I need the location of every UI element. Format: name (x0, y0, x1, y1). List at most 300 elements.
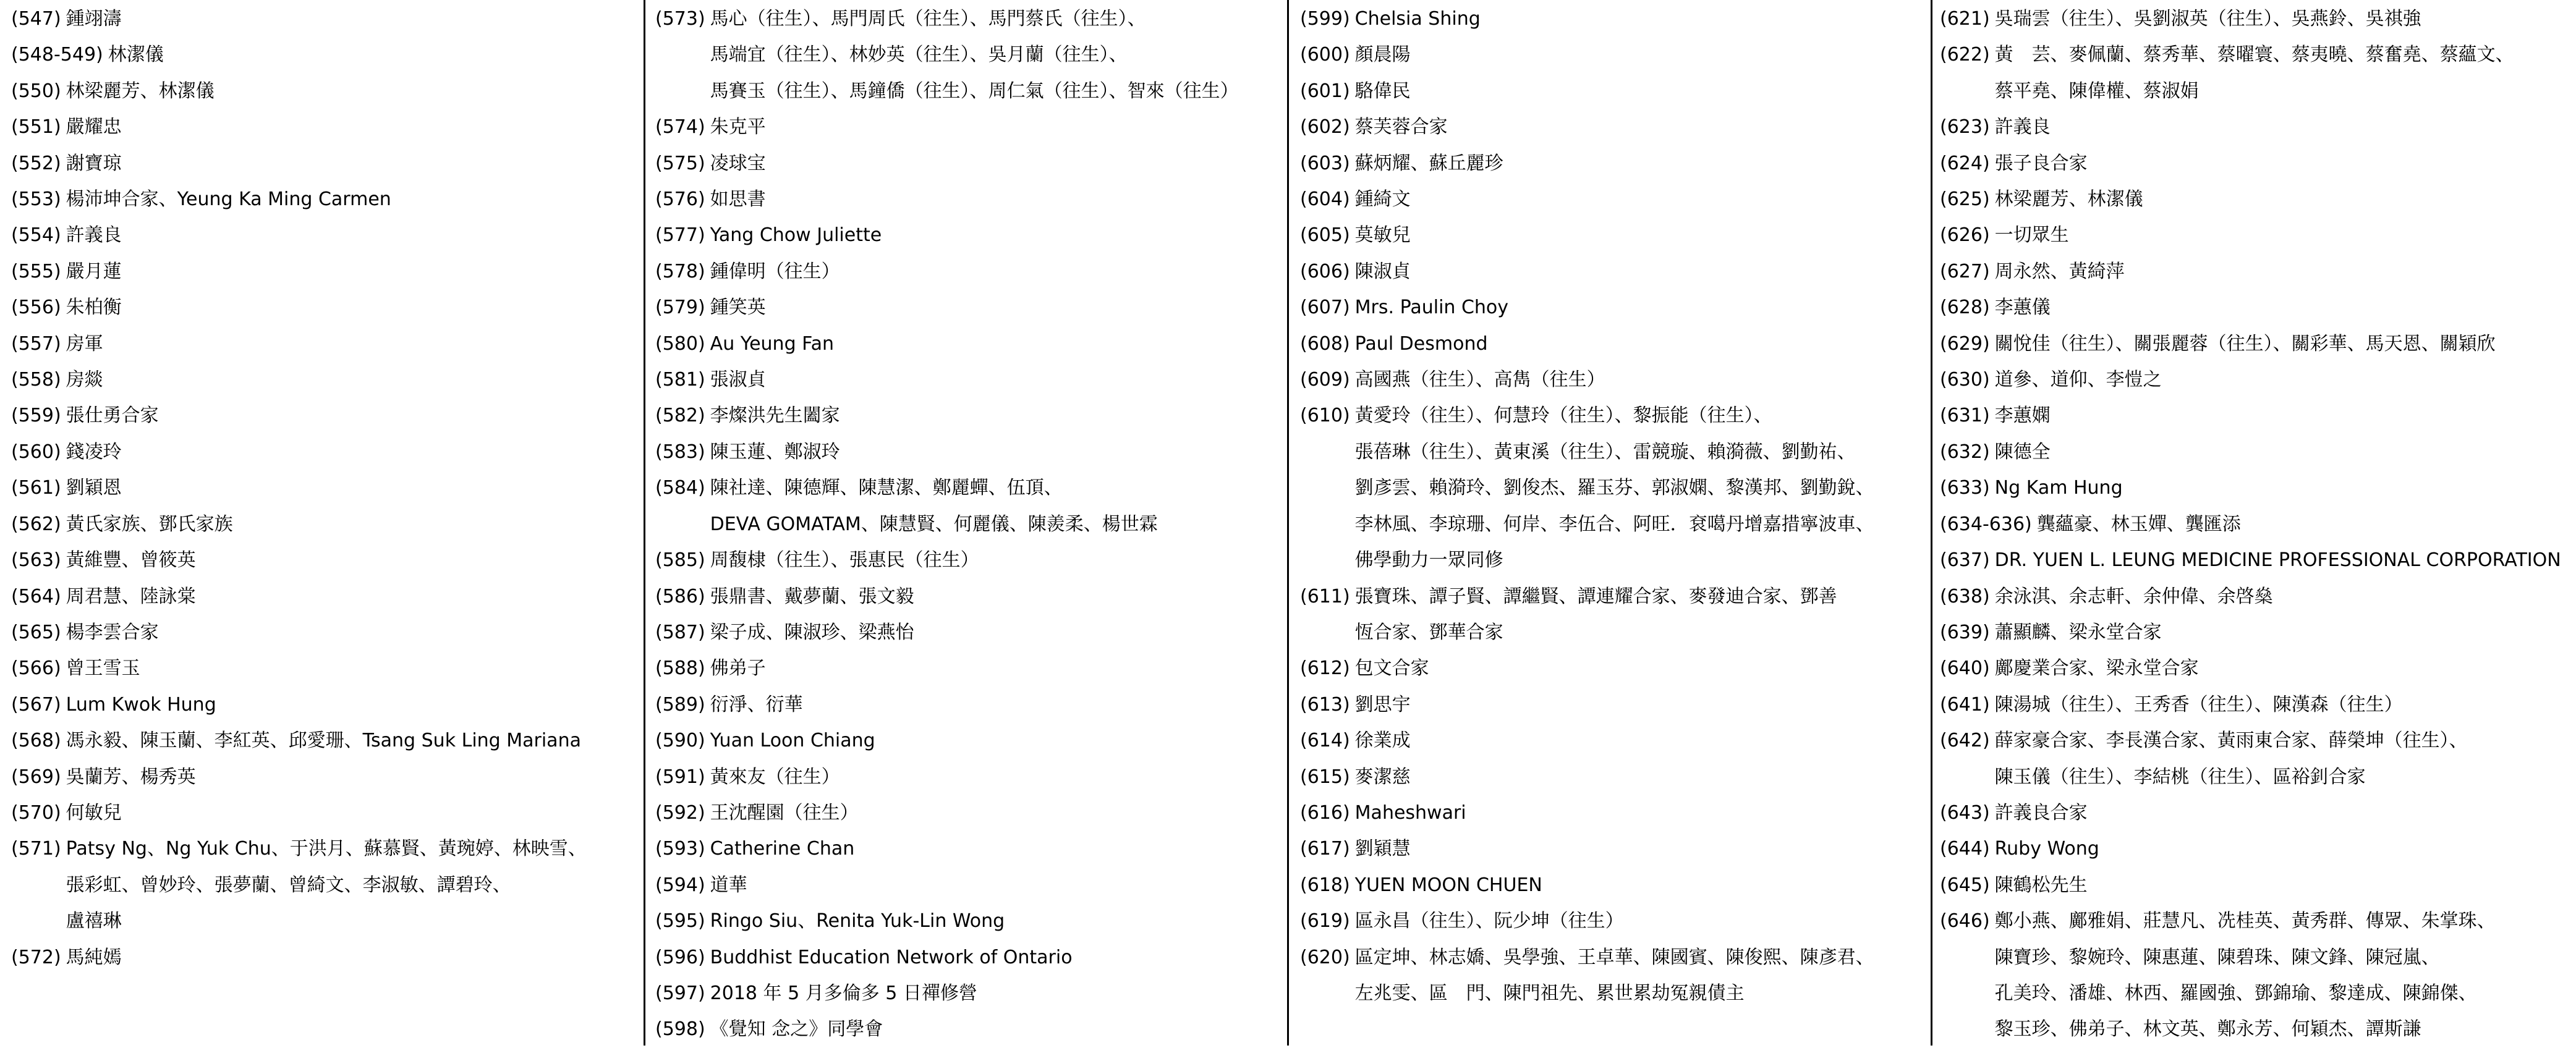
entry-name-line: Yang Chow Juliette (710, 224, 882, 247)
entry-names (1355, 1, 1931, 37)
list-entry (1300, 254, 1931, 290)
entry-name-line: 龔蘊豪、林玉嬋、龔匯添 (2036, 513, 2241, 535)
entry-name-line: 何敏兒 (66, 801, 122, 824)
entry-names (1995, 109, 2576, 145)
entry-name-line: 馬端宜（往生）、林妙英（往生）、吳月蘭（往生）、 (710, 44, 1128, 66)
entry-names (710, 903, 1287, 939)
entry-name-line: 包文合家 (1354, 657, 1429, 680)
entry-names (710, 398, 1287, 434)
entry-number: (638) (1940, 585, 1990, 607)
entry-number: (629) (1940, 332, 1990, 355)
list-entry (1300, 903, 1931, 939)
entry-names (1355, 940, 1931, 1012)
entry-name-line: 劉穎慧 (1354, 838, 1411, 860)
entry-name-line: 區永昌（往生）、阮少坤（往生） (1354, 910, 1624, 932)
list-entry (1940, 362, 2576, 398)
entry-number: (564) (11, 585, 61, 607)
list-entry (655, 651, 1287, 687)
list-entry (1300, 109, 1931, 145)
list-entry (1300, 687, 1931, 723)
entry-name-line: 盧禧琳 (66, 910, 122, 932)
entry-number: (567) (11, 693, 61, 716)
entry-name-line: 張蓓琳（往生）、黃東溪（往生）、雷競璇、賴漪薇、劉勤祐、 (1354, 441, 1856, 463)
entry-number: (604) (1300, 188, 1350, 211)
entry-names (66, 795, 644, 831)
entry-names (710, 651, 1287, 687)
entry-name-line: 道華 (710, 874, 747, 896)
entry-number: (609) (1300, 369, 1350, 391)
entry-number: (585) (655, 549, 705, 572)
entry-name-line: 許義良 (1994, 116, 2051, 138)
entry-names (1355, 254, 1931, 290)
entry-name-line: 林潔儀 (108, 44, 164, 66)
entry-number: (620) (1300, 946, 1350, 968)
entry-number: (583) (655, 441, 705, 463)
list-entry (11, 651, 644, 687)
entry-number: (562) (11, 513, 61, 535)
entry-name-line: 凌球宝 (710, 152, 766, 174)
entry-name-line: 恆合家、鄧華合家 (1354, 621, 1503, 643)
list-entry (11, 615, 644, 651)
entry-number: (575) (655, 152, 705, 174)
entry-name-line: 陳淑貞 (1354, 260, 1411, 282)
entry-names (710, 1012, 1287, 1047)
entry-names (66, 507, 644, 543)
list-entry (1940, 254, 2576, 290)
list-entry (655, 579, 1287, 615)
entry-name-line: 王沈醒園（往生） (710, 801, 859, 824)
list-entry (1300, 218, 1931, 253)
entry-names (66, 326, 644, 362)
entry-names (710, 326, 1287, 362)
entry-name-line: Maheshwari (1354, 801, 1466, 824)
entry-names (1995, 398, 2576, 434)
entry-number: (599) (1300, 8, 1350, 30)
entry-name-line: 黃 芸、麥佩蘭、蔡秀華、蔡曜寰、蔡夷曉、蔡奮堯、蔡蘊文、 (1994, 44, 2514, 66)
list-entry (655, 543, 1287, 578)
list-entry (1300, 146, 1931, 182)
entry-name-line: 關悅佳（往生）、關張麗蓉（往生）、關彩華、馬天恩、關穎欣 (1994, 332, 2496, 355)
entry-name-line: 馬心（往生）、馬門周氏（往生）、馬門蔡氏（往生）、 (710, 8, 1146, 30)
entry-name-line: 一切眾生 (1994, 224, 2069, 247)
entry-name-line: 錢凌玲 (66, 441, 122, 463)
entry-number: (550) (11, 80, 61, 102)
list-entry (11, 470, 644, 506)
entry-name-line: 林梁麗芳、林潔儀 (1994, 188, 2143, 211)
entry-name-line: Buddhist Education Network of Ontario (710, 946, 1073, 968)
list-entry (655, 1, 1287, 109)
entry-name-line: 陳寶珍、黎婉玲、陳惠蓮、陳碧珠、陳文鋒、陳冠嵐、 (1994, 946, 2440, 968)
list-entry (1300, 362, 1931, 398)
entry-name-line: 2018 年 5 月多倫多 5 日禪修營 (710, 982, 977, 1004)
entry-number: (613) (1300, 693, 1350, 716)
entry-name-line: 蔡芙蓉合家 (1354, 116, 1448, 138)
entry-name-line: Chelsia Shing (1354, 8, 1481, 30)
list-entry (1300, 868, 1931, 903)
list-entry (1940, 1, 2576, 37)
entry-number: (560) (11, 441, 61, 463)
entry-names (1355, 759, 1931, 795)
list-entry (11, 940, 644, 976)
entry-name-line: 高國燕（往生）、高雋（往生） (1354, 369, 1605, 391)
entry-number: (593) (655, 838, 705, 860)
entry-name-line: 鄺慶業合家、梁永堂合家 (1994, 657, 2199, 680)
list-entry (1940, 651, 2576, 687)
entry-name-line: 張淑貞 (710, 369, 766, 391)
entry-names (1995, 470, 2576, 506)
entry-number: (587) (655, 621, 705, 643)
entry-number: (606) (1300, 260, 1350, 282)
entry-name-line: Paul Desmond (1354, 332, 1488, 355)
entry-names (66, 398, 644, 434)
column-4 (1931, 0, 2576, 1046)
entry-names (710, 831, 1287, 867)
entry-number: (618) (1300, 874, 1350, 896)
list-entry (1300, 651, 1931, 687)
entry-names (66, 579, 644, 615)
entry-name-line: Ruby Wong (1994, 838, 2099, 860)
entry-name-line: 劉穎恩 (66, 477, 122, 499)
entry-name-line: 佛學動力一眾同修 (1354, 549, 1503, 572)
entry-name-line: 《覺知 念之》同學會 (710, 1018, 883, 1041)
entry-name-line: DR. YUEN L. LEUNG MEDICINE PROFESSIONAL CORPORATION (1994, 549, 2561, 572)
list-entry (11, 398, 644, 434)
list-entry (1300, 74, 1931, 109)
entry-name-line: Lum Kwok Hung (66, 693, 216, 716)
list-entry (1940, 687, 2576, 723)
list-entry (1940, 109, 2576, 145)
entry-number: (568) (11, 730, 61, 752)
list-entry (655, 398, 1287, 434)
entry-names (710, 254, 1287, 290)
list-entry (1300, 290, 1931, 326)
entry-number: (611) (1300, 585, 1350, 607)
entry-number: (584) (655, 477, 705, 499)
entry-number: (572) (11, 946, 61, 968)
entry-name-line: 曾王雪玉 (66, 657, 140, 680)
entry-names (66, 362, 644, 398)
entry-number: (601) (1300, 80, 1350, 102)
entry-name-line: YUEN MOON CHUEN (1354, 874, 1542, 896)
entry-name-line: 嚴月蓮 (66, 260, 122, 282)
entry-number: (557) (11, 332, 61, 355)
list-entry (1300, 1, 1931, 37)
list-entry (1940, 37, 2576, 109)
entry-names (1355, 795, 1931, 831)
entry-names (1995, 615, 2576, 651)
entry-name-line: 蘇炳耀、蘇丘麗珍 (1354, 152, 1503, 174)
entry-name-line: 許義良合家 (1994, 801, 2088, 824)
list-entry (1300, 398, 1931, 578)
entry-number: (610) (1300, 405, 1350, 427)
entry-number: (637) (1940, 549, 1990, 572)
list-entry (655, 831, 1287, 867)
list-entry (1300, 940, 1931, 1012)
entry-number: (630) (1940, 369, 1990, 391)
entry-name-line: 朱克平 (710, 116, 766, 138)
entry-names (1995, 651, 2576, 687)
entry-name-line: Yuan Loon Chiang (710, 730, 875, 752)
entry-names (66, 254, 644, 290)
entry-names (1355, 398, 1931, 578)
list-entry (1940, 903, 2576, 1048)
list-entry (1940, 831, 2576, 867)
entry-name-line: 馬純嫣 (66, 946, 122, 968)
entry-name-line: 陳玉儀（往生）、李結桃（往生）、區裕釗合家 (1994, 766, 2366, 788)
entry-names (1995, 868, 2576, 903)
entry-number: (643) (1940, 801, 1990, 824)
entry-names (108, 37, 644, 73)
entry-names (2037, 507, 2576, 543)
list-entry (655, 218, 1287, 253)
entry-number: (581) (655, 369, 705, 391)
entry-names (1995, 723, 2576, 795)
entry-number: (617) (1300, 838, 1350, 860)
entry-name-line: 林梁麗芳、林潔儀 (66, 80, 215, 102)
entry-names (710, 470, 1287, 543)
entry-number: (605) (1300, 224, 1350, 247)
list-entry (655, 759, 1287, 795)
entry-names (1995, 37, 2576, 109)
list-entry (11, 290, 644, 326)
entry-name-line: 鍾偉明（往生） (710, 260, 840, 282)
entry-name-line: 薛家豪合家、李長漢合家、黃雨東合家、薛榮坤（往生）、 (1994, 730, 2468, 752)
entry-number: (642) (1940, 730, 1990, 752)
entry-name-line: 蔡平堯、陳偉權、蔡淑娟 (1994, 80, 2199, 102)
entry-names (1995, 687, 2576, 723)
entry-name-line: 房燚 (66, 369, 103, 391)
entry-name-line: 徐業成 (1354, 730, 1411, 752)
entry-name-line: 梁子成、陳淑珍、梁燕怡 (710, 621, 914, 643)
list-entry (11, 74, 644, 109)
entry-number: (632) (1940, 441, 1990, 463)
list-entry (11, 37, 644, 73)
entry-names (66, 723, 644, 759)
list-entry (655, 940, 1287, 976)
entry-name-line: 駱偉民 (1354, 80, 1411, 102)
list-entry (655, 723, 1287, 759)
entry-name-line: 謝寶琼 (66, 152, 122, 174)
entry-number: (548-549) (11, 44, 103, 66)
entry-number: (578) (655, 260, 705, 282)
entry-names (710, 868, 1287, 903)
entry-name-line: 鍾笑英 (710, 297, 766, 319)
entry-names (66, 218, 644, 253)
entry-names (1355, 37, 1931, 73)
entry-number: (624) (1940, 152, 1990, 174)
entry-names (1355, 723, 1931, 759)
entry-name-line: 余泳淇、余志軒、余仲偉、余啓燊 (1994, 585, 2273, 607)
entry-number: (598) (655, 1018, 705, 1041)
entry-name-line: 楊李雲合家 (66, 621, 159, 643)
list-entry (11, 795, 644, 831)
list-entry (11, 326, 644, 362)
entry-number: (582) (655, 405, 705, 427)
entry-name-line: 李蕙嫻 (1994, 405, 2051, 427)
list-entry (1940, 543, 2576, 578)
list-entry (11, 543, 644, 578)
column-1 (0, 0, 644, 1046)
entry-name-line: 陳鶴松先生 (1994, 874, 2088, 896)
entry-number: (600) (1300, 44, 1350, 66)
entry-name-line: 蕭顯麟、梁永堂合家 (1994, 621, 2162, 643)
entry-number: (646) (1940, 910, 1990, 932)
entry-names (1355, 651, 1931, 687)
entry-name-line: 李燦洪先生闔家 (710, 405, 840, 427)
entry-names (710, 795, 1287, 831)
column-2 (644, 0, 1287, 1046)
entry-name-line: 馮永毅、陳玉蘭、李紅英、邱愛珊、Tsang Suk Ling Mariana (66, 730, 581, 752)
entry-number: (597) (655, 982, 705, 1004)
entry-names (710, 1, 1287, 109)
list-entry (1940, 470, 2576, 506)
list-entry (1300, 795, 1931, 831)
entry-number: (645) (1940, 874, 1990, 896)
entry-number: (602) (1300, 116, 1350, 138)
entry-name-line: 周永然、黃綺萍 (1994, 260, 2125, 282)
entry-names (1995, 434, 2576, 470)
entry-number: (621) (1940, 8, 1990, 30)
entry-number: (644) (1940, 838, 1990, 860)
list-entry (1940, 723, 2576, 795)
list-entry (11, 831, 644, 939)
entry-number: (580) (655, 332, 705, 355)
entry-names (1995, 579, 2576, 615)
entry-names (66, 759, 644, 795)
list-entry (11, 434, 644, 470)
entry-name-line: DEVA GOMATAM、陳慧賢、何麗儀、陳羨柔、楊世霖 (710, 513, 1158, 535)
list-entry (1940, 615, 2576, 651)
entry-number: (561) (11, 477, 61, 499)
entry-number: (641) (1940, 693, 1990, 716)
entry-names (710, 109, 1287, 145)
entry-names (66, 109, 644, 145)
list-entry (11, 579, 644, 615)
list-entry (1940, 146, 2576, 182)
entry-names (710, 579, 1287, 615)
entry-names (1355, 579, 1931, 651)
entry-names (66, 290, 644, 326)
entry-number: (616) (1300, 801, 1350, 824)
entry-name-line: Au Yeung Fan (710, 332, 835, 355)
entry-number: (594) (655, 874, 705, 896)
entry-names (1995, 254, 2576, 290)
entry-names (710, 434, 1287, 470)
entry-names (1355, 831, 1931, 867)
entry-number: (579) (655, 297, 705, 319)
list-entry (1300, 759, 1931, 795)
entry-name-line: Ng Kam Hung (1994, 477, 2123, 499)
entry-names (1995, 290, 2576, 326)
list-entry (1940, 579, 2576, 615)
entry-number: (608) (1300, 332, 1350, 355)
entry-number: (570) (11, 801, 61, 824)
entry-names (710, 290, 1287, 326)
entry-number: (558) (11, 369, 61, 391)
entry-name-line: 莫敏兒 (1354, 224, 1411, 247)
entry-names (1995, 831, 2576, 867)
entry-names (710, 182, 1287, 218)
entry-number: (547) (11, 8, 61, 30)
entry-name-line: 鍾綺文 (1354, 188, 1411, 211)
list-entry (655, 687, 1287, 723)
entry-names (710, 976, 1287, 1012)
entry-name-line: 張寶珠、譚子賢、譚繼賢、譚連耀合家、麥發迪合家、鄧善 (1354, 585, 1837, 607)
list-entry (1300, 723, 1931, 759)
list-entry (1300, 182, 1931, 218)
entry-names (1995, 543, 2576, 578)
list-entry (1940, 434, 2576, 470)
list-entry (1940, 326, 2576, 362)
entry-number: (571) (11, 838, 61, 860)
list-entry (1300, 579, 1931, 651)
entry-names (710, 759, 1287, 795)
entry-number: (607) (1300, 297, 1350, 319)
entry-number: (596) (655, 946, 705, 968)
entry-number: (603) (1300, 152, 1350, 174)
entry-names (710, 615, 1287, 651)
entry-names (66, 651, 644, 687)
entry-names (66, 615, 644, 651)
list-entry (11, 362, 644, 398)
entry-name-line: 黃來友（往生） (710, 766, 840, 788)
entry-name-line: 黃氏家族、鄧氏家族 (66, 513, 233, 535)
entry-names (1355, 182, 1931, 218)
entry-names (66, 831, 644, 939)
entry-names (1355, 290, 1931, 326)
list-entry (11, 254, 644, 290)
entry-number: (631) (1940, 405, 1990, 427)
entry-names (710, 940, 1287, 976)
list-entry (655, 326, 1287, 362)
entry-name-line: 黎玉珍、佛弟子、林文英、鄭永芳、何穎杰、譚斯謙 (1994, 1018, 2421, 1041)
entry-names (1355, 146, 1931, 182)
entry-names (66, 1, 644, 37)
entry-number: (592) (655, 801, 705, 824)
list-entry (655, 470, 1287, 543)
entry-name-line: Catherine Chan (710, 838, 855, 860)
entry-name-line: 張仕勇合家 (66, 405, 159, 427)
entry-number: (553) (11, 188, 61, 211)
entry-name-line: 朱柏衡 (66, 297, 122, 319)
entry-number: (634-636) (1940, 513, 2032, 535)
entry-names (1355, 74, 1931, 109)
entry-names (1995, 326, 2576, 362)
entry-number: (551) (11, 116, 61, 138)
entry-number: (577) (655, 224, 705, 247)
entry-number: (591) (655, 766, 705, 788)
entry-name-line: 馬賽玉（往生）、馬鐘僑（往生）、周仁氣（往生）、智來（往生） (710, 80, 1239, 102)
entry-number: (559) (11, 405, 61, 427)
entry-number: (588) (655, 657, 705, 680)
entry-name-line: 佛弟子 (710, 657, 766, 680)
entry-number: (552) (11, 152, 61, 174)
entry-number: (639) (1940, 621, 1990, 643)
column-3 (1287, 0, 1931, 1046)
entry-number: (555) (11, 260, 61, 282)
list-entry (655, 362, 1287, 398)
list-entry (1940, 182, 2576, 218)
list-entry (655, 795, 1287, 831)
entry-name-line: Patsy Ng、Ng Yuk Chu、于洪月、蘇慕賢、黃琬婷、林映雪、 (66, 838, 587, 860)
entry-number: (627) (1940, 260, 1990, 282)
list-entry (655, 254, 1287, 290)
list-entry (11, 146, 644, 182)
entry-names (710, 146, 1287, 182)
entry-names (66, 146, 644, 182)
entry-name-line: 顏晨陽 (1354, 44, 1411, 66)
list-entry (655, 615, 1287, 651)
